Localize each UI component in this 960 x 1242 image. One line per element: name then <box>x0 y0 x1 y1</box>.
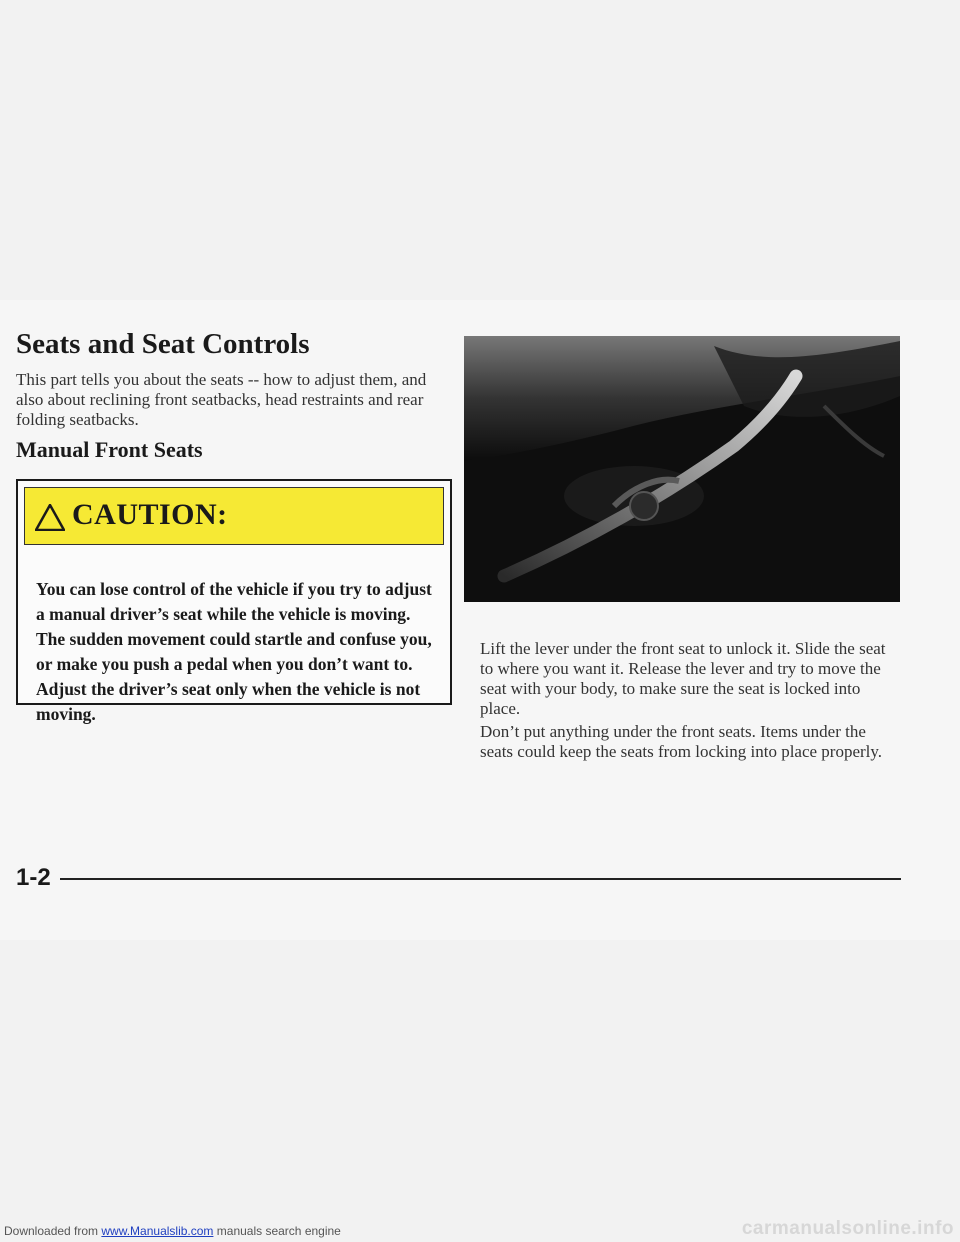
instruction-paragraph: Lift the lever under the front seat to unlock it. Slide the seat to where you want it. Release the lever and try to move the seat with your body, to make sure the seat is locked into place. <box>480 639 886 718</box>
page-title: Seats and Seat Controls <box>16 328 310 360</box>
caution-header <box>24 487 444 545</box>
page-number: 1-2 <box>16 864 51 891</box>
watermark-logo: carmanualsonline.info <box>741 1218 954 1239</box>
caution-label: CAUTION: <box>72 498 228 531</box>
section-heading: Manual Front Seats <box>16 437 203 462</box>
footer-rule <box>60 878 901 880</box>
footer-prefix: Downloaded from <box>4 1224 102 1238</box>
warning-paragraph: Don’t put anything under the front seats. Items under the seats could keep the seats from locking into place properly. <box>480 722 883 761</box>
seat-lever-photo <box>464 336 900 602</box>
caution-text: You can lose control of the vehicle if you try to adjust a manual driver’s seat while the vehicle is moving. The sudden movement could startle and confuse you, or make you push a pedal when you don’t want to. Adjust the driver’s seat only when the vehicle is not moving. <box>36 579 432 724</box>
download-footer <box>4 1224 341 1238</box>
caution-box <box>16 479 452 724</box>
intro-paragraph: This part tells you about the seats -- how to adjust them, and also about reclining front seatbacks, head restraints and rear folding seatbacks. <box>16 370 427 429</box>
manualslib-link[interactable]: www.Manualslib.com <box>101 1224 214 1238</box>
footer-suffix: manuals search engine <box>213 1224 341 1238</box>
warning-triangle-icon <box>35 504 65 531</box>
